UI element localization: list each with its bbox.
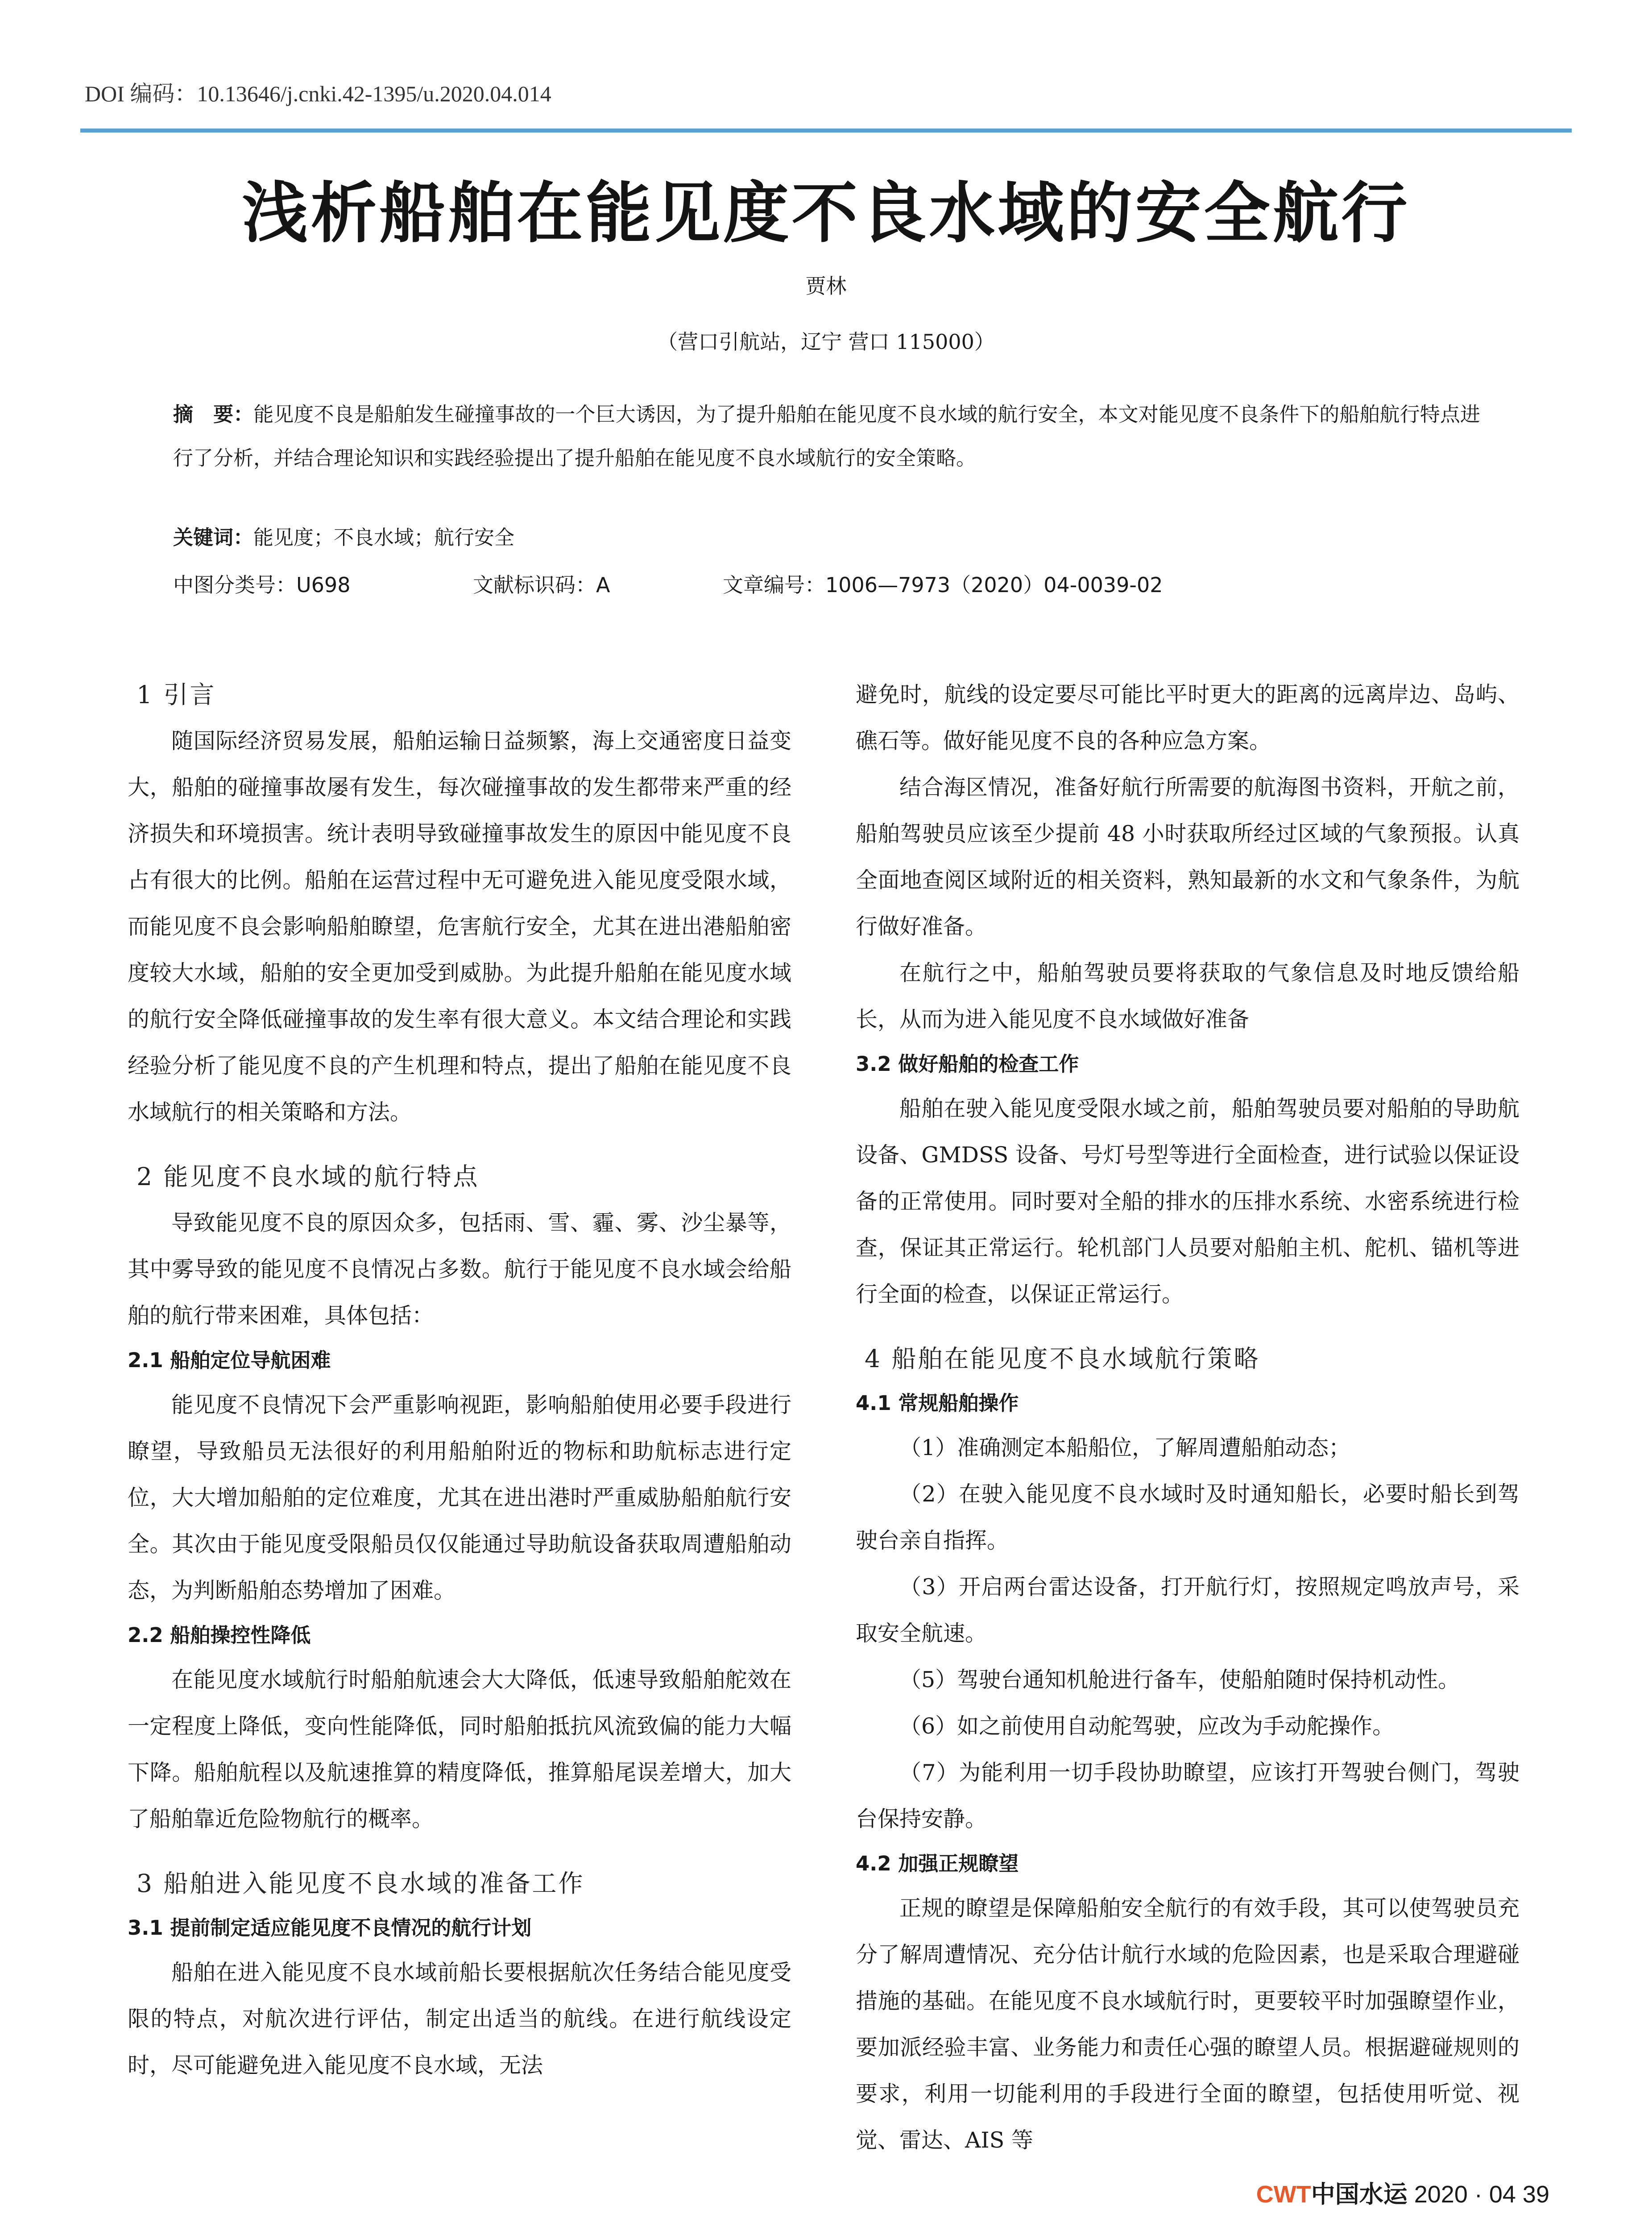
section-2-heading: 2 能见度不良水域的航行特点 [137, 1162, 480, 1191]
section-3-2-heading: 3.2 做好船舶的检查工作 [856, 1052, 1079, 1076]
author: 贾林 [805, 274, 847, 298]
page-footer [1256, 2175, 1549, 2210]
section-3-1-heading: 3.1 提前制定适应能见度不良情况的航行计划 [128, 1916, 532, 1940]
section-3-1-paragraph: 船舶在进入能见度不良水域前船长要根据航次任务结合能见度受限的特点，对航次进行评估，制定出适当的航线。在进行航线设定时，尽可能避免进入能见度不良水域，无法 [128, 1960, 791, 2078]
section-3-heading: 3 船舶进入能见度不良水域的准备工作 [137, 1869, 585, 1898]
section-4-heading: 4 船舶在能见度不良水域航行策略 [865, 1344, 1260, 1373]
abstract-label: 摘 要： [173, 402, 254, 426]
affiliation: （营口引航站，辽宁 营口 115000） [657, 330, 995, 354]
section-1-heading: 1 引言 [137, 680, 216, 709]
document-code: 文献标识码：A [473, 573, 610, 597]
section-2-2-paragraph: 在能见度水域航行时船舶航速会大大降低，低速导致船舶舵效在一定程度上降低，变向性能降低，同时船舶抵抗风流致偏的能力大幅下降。船舶航程以及航速推算的精度降低，推算船尾误差增大，加大了船舶靠近危险物航行的概率。 [128, 1667, 791, 1832]
abstract-text: 能见度不良是船舶发生碰撞事故的一个巨大诱因，为了提升船舶在能见度不良水域的航行安全，本文对能见度不良条件下的船舶航行特点进行了分析，并结合理论知识和实践经验提出了提升船舶在能见度不良水域航行的安全策略。 [173, 402, 1480, 470]
issue-number: 2020 · 04 [1414, 2181, 1516, 2208]
list-item: （5）驾驶台通知机舱进行备车，使船舶随时保持机动性。 [899, 1667, 1460, 1692]
section-3-1-continued: 避免时，航线的设定要尽可能比平时更大的距离的远离岸边、岛屿、礁石等。做好能见度不良的各种应急方案。 [856, 682, 1520, 754]
keywords-text: 能见度；不良水域；航行安全 [253, 526, 515, 549]
list-item: （3）开启两台雷达设备，打开航行灯，按照规定鸣放声号，采取安全航速。 [856, 1574, 1520, 1646]
right-column [856, 672, 1520, 2164]
section-2-1-heading: 2.1 船舶定位导航困难 [128, 1348, 331, 1372]
header-rule [80, 129, 1572, 133]
section-3-2-paragraph: 船舶在驶入能见度受限水域之前，船舶驾驶员要对船舶的导助航设备、GMDSS 设备、号灯号型等进行全面检查，进行试验以保证设备的正常使用。同时要对全船的排水的压排水系统、水密系统进行检查，保证其正常运行。轮机部门人员要对船舶主机、舵机、锚机等进行全面的检查，以保证正常运行。 [856, 1096, 1520, 1307]
keywords-label: 关键词： [173, 526, 254, 549]
doi-line: DOI 编码：10.13646/j.cnki.42-1395/u.2020.04.014 [85, 81, 551, 106]
brand-logo: CWT [1256, 2181, 1311, 2208]
list-item: （1）准确测定本船船位，了解周遭船舶动态； [899, 1435, 1351, 1460]
article-number: 文章编号：1006—7973（2020）04-0039-02 [723, 573, 1163, 597]
section-4-2-paragraph: 正规的瞭望是保障船舶安全航行的有效手段，其可以使驾驶员充分了解周遭情况、充分估计航行水域的危险因素，也是采取合理避碰措施的基础。在能见度不良水域航行时，更要较平时加强瞭望作业，要加派经验丰富、业务能力和责任心强的瞭望人员。根据避碰规则的要求，利用一切能利用的手段进行全面的瞭望，包括使用听觉、视觉、雷达、AIS 等 [856, 1895, 1520, 2153]
list-item: （7）为能利用一切手段协助瞭望，应该打开驾驶台侧门，驾驶台保持安静。 [856, 1760, 1520, 1832]
section-2-2-heading: 2.2 船舶操控性降低 [128, 1623, 311, 1647]
article-title: 浅析船舶在能见度不良水域的安全航行 [242, 174, 1410, 252]
keywords [173, 521, 514, 550]
left-column [128, 672, 791, 2089]
page-number: 39 [1522, 2181, 1549, 2208]
section-2-1-paragraph: 能见度不良情况下会严重影响视距，影响船舶使用必要手段进行瞭望，导致船员无法很好的利用船舶附近的物标和助航标志进行定位，大大增加船舶的定位难度，尤其在进出港时严重威胁船舶航行安全。其次由于能见度受限船员仅仅能通过导助航设备获取周遭船舶动态，为判断船舶态势增加了困难。 [128, 1392, 791, 1603]
section-2-paragraph: 导致能见度不良的原因众多，包括雨、雪、霾、雾、沙尘暴等，其中雾导致的能见度不良情况占多数。航行于能见度不良水域会给船舶的航行带来困难，具体包括： [128, 1210, 791, 1328]
section-1-paragraph: 随国际经济贸易发展，船舶运输日益频繁，海上交通密度日益变大，船舶的碰撞事故屡有发生，每次碰撞事故的发生都带来严重的经济损失和环境损害。统计表明导致碰撞事故发生的原因中能见度不良占有很大的比例。船舶在运营过程中无可避免进入能见度受限水域，而能见度不良会影响船舶瞭望，危害航行安全，尤其在进出港船舶密度较大水域，船舶的安全更加受到威胁。为此提升船舶在能见度水域的航行安全降低碰撞事故的发生率有很大意义。本文结合理论和实践经验分析了能见度不良的产生机理和特点，提出了船舶在能见度不良水域航行的相关策略和方法。 [128, 728, 791, 1125]
list-item: （6）如之前使用自动舵驾驶，应改为手动舵操作。 [899, 1713, 1395, 1739]
section-4-2-heading: 4.2 加强正规瞭望 [856, 1852, 1019, 1875]
section-4-1-heading: 4.1 常规船舶操作 [856, 1391, 1019, 1415]
clc-number: 中图分类号：U698 [173, 573, 351, 597]
abstract [173, 393, 1480, 480]
section-3-1-paragraph-2: 结合海区情况，准备好航行所需要的航海图书资料，开航之前，船舶驾驶员应该至少提前 48 小时获取所经过区域的气象预报。认真全面地查阅区域附近的相关资料，熟知最新的水文和气象条件，为航行做好准备。 [856, 775, 1520, 939]
magazine-name: 中国水运 [1311, 2180, 1408, 2208]
section-3-1-paragraph-3: 在航行之中，船舶驾驶员要将获取的气象信息及时地反馈给船长，从而为进入能见度不良水域做好准备 [856, 960, 1520, 1032]
list-item: （2）在驶入能见度不良水域时及时通知船长，必要时船长到驾驶台亲自指挥。 [856, 1481, 1520, 1553]
